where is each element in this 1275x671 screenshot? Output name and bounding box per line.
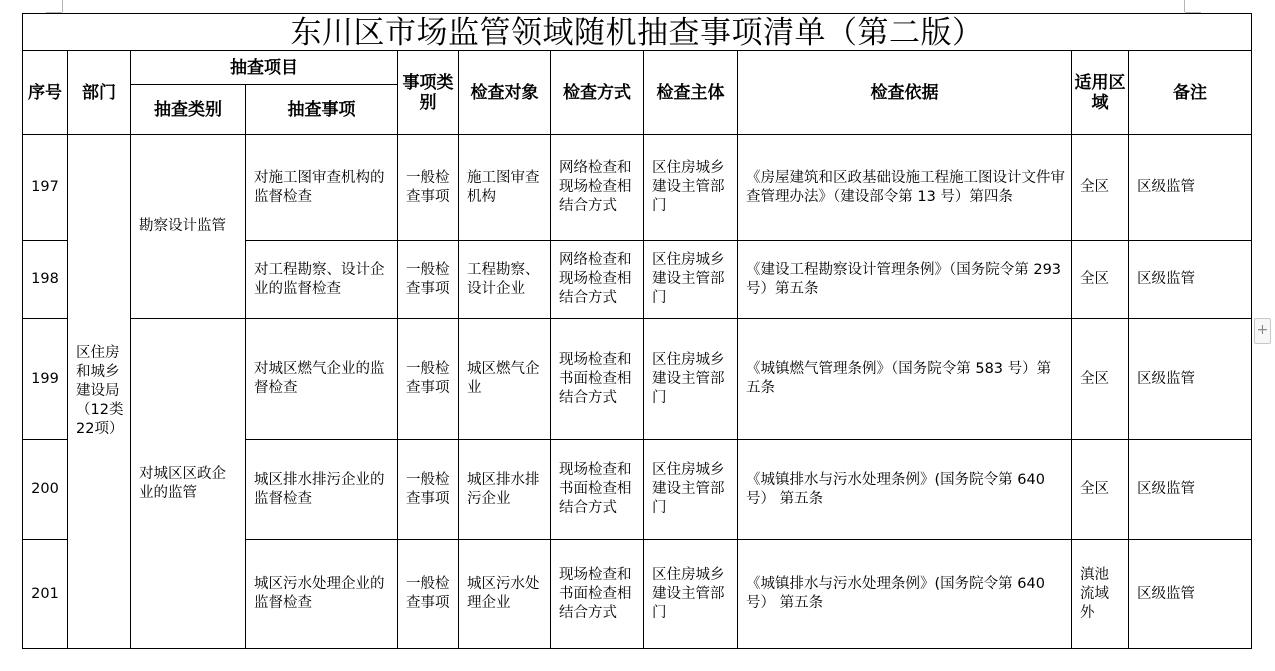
cell-subject: 区住房城乡建设主管部门	[644, 241, 738, 319]
cell-scope: 全区	[1072, 440, 1129, 540]
cell-object: 施工图审查机构	[459, 135, 551, 241]
cell-method: 网络检查和现场检查相结合方式	[551, 241, 644, 319]
cell-seq: 198	[23, 241, 68, 319]
table-row	[23, 319, 1252, 440]
header-subject: 检查主体	[644, 51, 738, 135]
table-row	[23, 135, 1252, 241]
cell-method: 现场检查和书面检查相结合方式	[551, 440, 644, 540]
cell-subject: 区住房城乡建设主管部门	[644, 319, 738, 440]
cell-type: 一般检查事项	[398, 319, 459, 440]
cell-remark: 区级监管	[1129, 319, 1252, 440]
header-category: 抽查类别	[131, 85, 246, 135]
cell-department: 区住房和城乡建设局（12类22项）	[68, 135, 131, 649]
cell-scope: 全区	[1072, 135, 1129, 241]
header-method: 检查方式	[551, 51, 644, 135]
cell-basis: 《城镇燃气管理条例》（国务院令第 583 号）第五条	[738, 319, 1072, 440]
cell-basis: 《城镇排水与污水处理条例》(国务院令第 640 号） 第五条	[738, 440, 1072, 540]
cell-method: 网络检查和现场检查相结合方式	[551, 135, 644, 241]
cell-type: 一般检查事项	[398, 135, 459, 241]
header-scope: 适用区域	[1072, 51, 1129, 135]
cell-scope: 全区	[1072, 319, 1129, 440]
document-title: 东川区市场监管领域随机抽查事项清单（第二版）	[22, 13, 1252, 50]
add-row-button[interactable]: +	[1254, 318, 1271, 344]
cell-method: 现场检查和书面检查相结合方式	[551, 540, 644, 649]
cell-object: 城区排水排污企业	[459, 440, 551, 540]
cell-subject: 区住房城乡建设主管部门	[644, 440, 738, 540]
page-corner-mark-left	[62, 0, 63, 12]
cell-item: 城区排水排污企业的监督检查	[246, 440, 398, 540]
header-seq: 序号	[23, 51, 68, 135]
cell-subject: 区住房城乡建设主管部门	[644, 135, 738, 241]
cell-item: 对施工图审查机构的监督检查	[246, 135, 398, 241]
cell-basis: 《建设工程勘察设计管理条例》（国务院令第 293 号）第五条	[738, 241, 1072, 319]
cell-remark: 区级监管	[1129, 135, 1252, 241]
inspection-table	[22, 50, 1252, 649]
cell-remark: 区级监管	[1129, 540, 1252, 649]
header-item-type: 事项类别	[398, 51, 459, 135]
cell-item: 对工程勘察、设计企业的监督检查	[246, 241, 398, 319]
cell-category: 勘察设计监管	[131, 135, 246, 319]
cell-object: 城区污水处理企业	[459, 540, 551, 649]
cell-type: 一般检查事项	[398, 540, 459, 649]
cell-type: 一般检查事项	[398, 241, 459, 319]
header-item-group: 抽查项目	[131, 51, 398, 85]
cell-object: 城区燃气企业	[459, 319, 551, 440]
cell-basis: 《房屋建筑和区政基础设施工程施工图设计文件审查管理办法》（建设部令第 13 号）第四条	[738, 135, 1072, 241]
header-basis: 检查依据	[738, 51, 1072, 135]
header-remark: 备注	[1129, 51, 1252, 135]
cell-item: 对城区燃气企业的监督检查	[246, 319, 398, 440]
cell-category: 对城区区政企业的监管	[131, 319, 246, 649]
cell-item: 城区污水处理企业的监督检查	[246, 540, 398, 649]
header-item: 抽查事项	[246, 85, 398, 135]
cell-remark: 区级监管	[1129, 241, 1252, 319]
cell-seq: 199	[23, 319, 68, 440]
header-object: 检查对象	[459, 51, 551, 135]
cell-seq: 200	[23, 440, 68, 540]
cell-remark: 区级监管	[1129, 440, 1252, 540]
cell-object: 工程勘察、设计企业	[459, 241, 551, 319]
cell-seq: 201	[23, 540, 68, 649]
page-corner-mark-right	[1184, 0, 1185, 12]
cell-seq: 197	[23, 135, 68, 241]
cell-subject: 区住房城乡建设主管部门	[644, 540, 738, 649]
cell-method: 现场检查和书面检查相结合方式	[551, 319, 644, 440]
cell-type: 一般检查事项	[398, 440, 459, 540]
header-dept: 部门	[68, 51, 131, 135]
cell-scope: 全区	[1072, 241, 1129, 319]
cell-basis: 《城镇排水与污水处理条例》(国务院令第 640 号） 第五条	[738, 540, 1072, 649]
cell-scope: 滇池流域外	[1072, 540, 1129, 649]
